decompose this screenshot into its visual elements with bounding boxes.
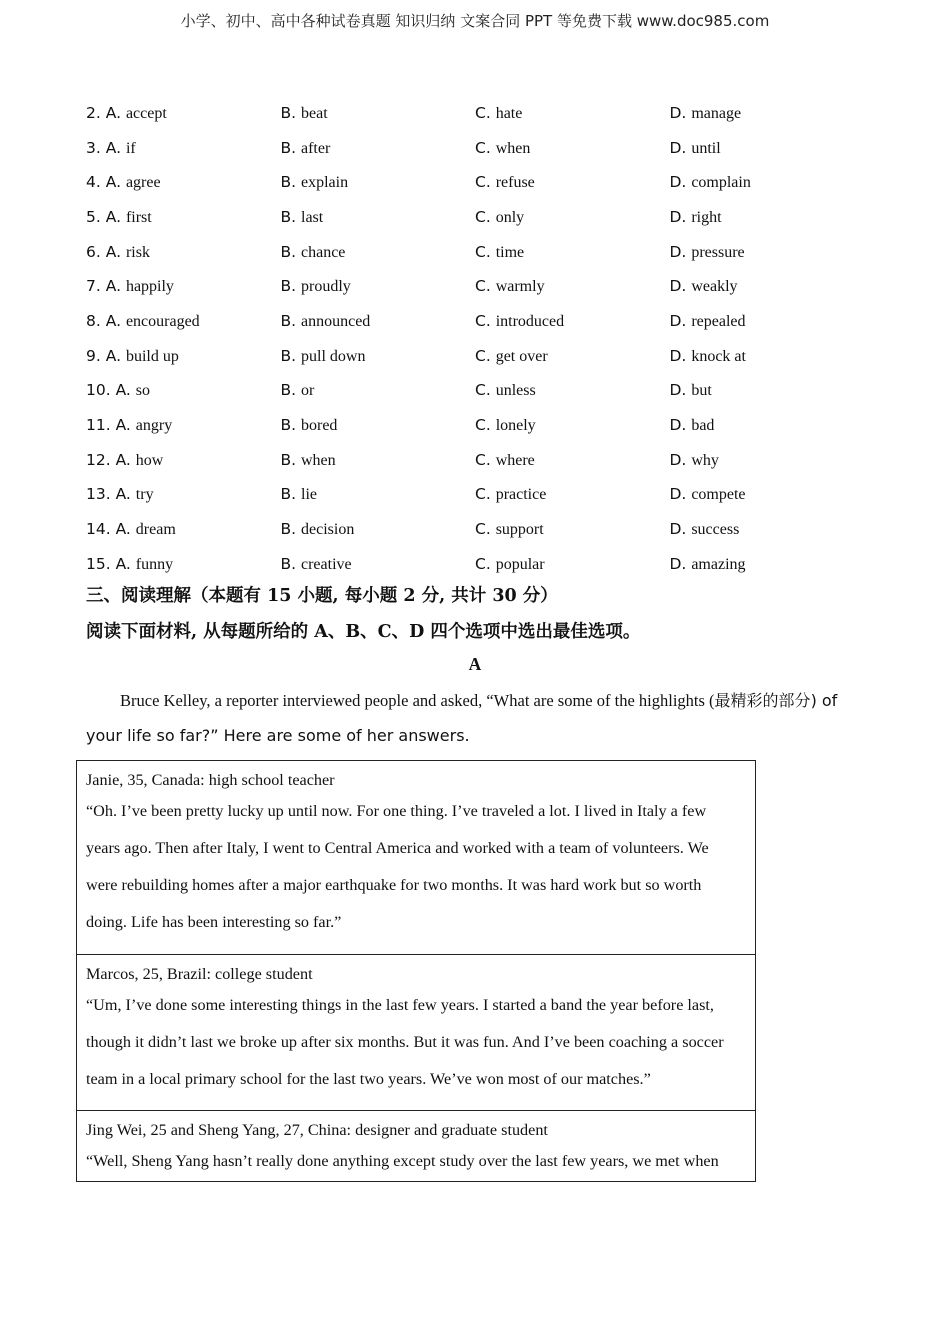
option-choice (670, 312, 865, 331)
choice-letter: A. (105, 173, 121, 192)
choice-text: risk (125, 243, 150, 261)
choice-letter: D. (669, 138, 687, 157)
choice-letter: A. (115, 554, 131, 573)
choice-letter: C. (475, 138, 491, 157)
option-choice (86, 485, 281, 504)
choice-letter: B. (280, 311, 297, 330)
choice-letter: A. (105, 311, 121, 330)
question-number: 14. (86, 520, 111, 539)
choice-letter: D. (669, 173, 687, 192)
choice-text: dream (135, 521, 176, 539)
choice-text: last (301, 208, 324, 226)
option-choice (475, 312, 670, 331)
option-row (86, 235, 866, 270)
intro-text-part-2: ) of (810, 691, 838, 710)
answer-line: “Um, I’ve done some interesting things in the last few years. I started a band the year before last, (86, 996, 714, 1014)
choice-text: chance (301, 243, 346, 261)
option-row (86, 374, 866, 409)
option-choice (86, 139, 281, 158)
question-number: 8. (86, 311, 101, 330)
choice-text: explain (301, 174, 349, 192)
option-choice (475, 208, 670, 227)
question-number: 2. (86, 103, 101, 122)
choice-letter: C. (475, 277, 491, 296)
choice-text: agree (125, 174, 161, 192)
choice-text: practice (495, 486, 547, 504)
option-choice (86, 173, 281, 192)
option-row (86, 200, 866, 235)
choice-text: lie (301, 486, 317, 504)
choice-text: when (301, 451, 336, 469)
choice-text: how (135, 451, 164, 469)
choice-letter: A. (115, 450, 131, 469)
answer-box (77, 761, 755, 955)
question-number: 5. (86, 207, 101, 226)
option-choice (86, 243, 281, 262)
answer-line: were rebuilding homes after a major earthquake for two months. It was hard work but so worth (86, 876, 702, 894)
choice-text: popular (495, 555, 545, 573)
choice-text: complain (691, 174, 751, 192)
option-choice (670, 243, 865, 262)
choice-letter: C. (475, 381, 491, 400)
answer-line: doing. Life has been interesting so far.” (86, 913, 342, 931)
passage-label: A (468, 654, 482, 674)
option-choice (281, 416, 476, 435)
option-choice (281, 139, 476, 158)
option-row (86, 131, 866, 166)
choice-text: or (301, 382, 315, 400)
choice-letter: A. (105, 103, 121, 122)
choice-letter: B. (280, 207, 297, 226)
choice-letter: C. (475, 520, 491, 539)
choice-letter: C. (475, 485, 491, 504)
answer-line: “Oh. I’ve been pretty lucky up until now. For one thing. I’ve traveled a lot. I lived in Italy a few (86, 802, 707, 820)
option-choice (475, 173, 670, 192)
option-choice (281, 347, 476, 366)
choice-text: announced (301, 312, 371, 330)
choice-text: manage (691, 104, 742, 122)
choice-letter: B. (280, 520, 297, 539)
choice-letter: A. (115, 381, 131, 400)
choice-text: proudly (301, 278, 351, 296)
choice-text: first (125, 208, 152, 226)
choice-text: where (495, 451, 535, 469)
choice-text: unless (495, 382, 536, 400)
answer-line: years ago. Then after Italy, I went to Central America and worked with a team of volunteers. We (86, 839, 709, 857)
option-choice (281, 277, 476, 296)
choice-letter: A. (105, 242, 121, 261)
option-choice (670, 451, 865, 470)
choice-letter: A. (105, 346, 121, 365)
choice-text: refuse (495, 174, 535, 192)
choice-text: knock at (691, 347, 746, 365)
choice-letter: C. (475, 242, 491, 261)
choice-letter: D. (669, 311, 687, 330)
choice-text: accept (125, 104, 167, 122)
choice-letter: C. (475, 103, 491, 122)
option-choice (670, 208, 865, 227)
option-choice (475, 139, 670, 158)
option-choice (475, 451, 670, 470)
choice-text: time (495, 243, 525, 261)
answer-line: “Well, Sheng Yang hasn’t really done anything except study over the last few years, we met when (86, 1152, 719, 1170)
option-choice (670, 520, 865, 539)
choice-letter: D. (669, 277, 687, 296)
choice-text: pressure (691, 243, 745, 261)
choice-text: decision (301, 521, 355, 539)
option-row (86, 478, 866, 513)
choice-letter: D. (669, 381, 687, 400)
choice-text: success (691, 521, 740, 539)
section-instruction: 阅读下面材料, 从每题所给的 A、B、C、D 四个选项中选出最佳选项。 (86, 622, 641, 642)
option-choice (670, 347, 865, 366)
choice-letter: A. (115, 416, 131, 435)
choice-text: right (691, 208, 722, 226)
option-row (86, 443, 866, 478)
choice-letter: A. (105, 277, 121, 296)
choice-text: happily (125, 278, 174, 296)
choice-text: until (691, 139, 721, 157)
question-number: 12. (86, 450, 111, 469)
choice-letter: B. (280, 485, 297, 504)
question-number: 9. (86, 346, 101, 365)
section-title: 三、阅读理解（本题有 15 小题, 每小题 2 分, 共计 30 分） (86, 586, 558, 606)
choice-letter: B. (280, 381, 297, 400)
choice-text: hate (495, 104, 523, 122)
option-choice (475, 243, 670, 262)
question-number: 4. (86, 173, 101, 192)
option-choice (281, 520, 476, 539)
question-number: 11. (86, 416, 111, 435)
answer-box (77, 955, 755, 1111)
choice-text: only (495, 208, 525, 226)
choice-text: after (301, 139, 331, 157)
question-number: 10. (86, 381, 111, 400)
option-choice (86, 416, 281, 435)
choice-letter: D. (669, 346, 687, 365)
choice-letter: B. (280, 416, 297, 435)
answer-box (77, 1111, 755, 1182)
answer-speaker: Marcos, 25, Brazil: college student (86, 965, 313, 983)
choice-letter: C. (475, 346, 491, 365)
choice-text: beat (301, 104, 328, 122)
option-row (86, 269, 866, 304)
choice-text: support (495, 521, 544, 539)
choice-text: why (691, 451, 719, 469)
choice-letter: A. (115, 520, 131, 539)
choice-text: so (135, 382, 151, 400)
choice-text: repealed (691, 312, 746, 330)
option-choice (281, 243, 476, 262)
option-row (86, 339, 866, 374)
option-choice (86, 520, 281, 539)
option-row (86, 304, 866, 339)
choice-letter: A. (105, 138, 121, 157)
option-row (86, 512, 866, 547)
option-choice (281, 104, 476, 123)
choice-text: creative (301, 555, 352, 573)
option-row (86, 408, 866, 443)
choice-letter: C. (475, 416, 491, 435)
option-choice (86, 347, 281, 366)
option-choice (475, 277, 670, 296)
option-choice (475, 485, 670, 504)
choice-text: funny (135, 555, 174, 573)
answers-table (76, 760, 756, 1182)
choice-letter: D. (669, 520, 687, 539)
choice-letter: C. (475, 311, 491, 330)
option-row (86, 96, 866, 131)
intro-chinese-gloss: 最精彩的部分 (714, 691, 811, 710)
choice-letter: D. (669, 103, 687, 122)
choice-text: compete (691, 486, 746, 504)
option-choice (475, 381, 670, 400)
choice-letter: D. (669, 485, 687, 504)
answer-speaker: Jing Wei, 25 and Sheng Yang, 27, China: designer and graduate student (86, 1121, 548, 1139)
choice-letter: A. (115, 485, 131, 504)
option-row (86, 547, 866, 582)
question-number: 7. (86, 277, 101, 296)
choice-letter: B. (280, 554, 297, 573)
choice-text: bored (301, 417, 338, 435)
choice-letter: D. (669, 242, 687, 261)
choice-letter: B. (280, 450, 297, 469)
choice-letter: B. (280, 103, 297, 122)
option-choice (670, 416, 865, 435)
question-number: 15. (86, 554, 111, 573)
option-choice (281, 208, 476, 227)
option-choice (670, 485, 865, 504)
option-choice (86, 451, 281, 470)
question-number: 3. (86, 138, 101, 157)
option-row (86, 165, 866, 200)
choice-letter: C. (475, 173, 491, 192)
choice-letter: A. (105, 207, 121, 226)
choice-letter: D. (669, 450, 687, 469)
choice-letter: B. (280, 173, 297, 192)
choice-letter: B. (280, 346, 297, 365)
choice-text: but (691, 382, 712, 400)
choice-text: try (135, 486, 154, 504)
option-choice (670, 277, 865, 296)
option-choice (281, 381, 476, 400)
choice-text: introduced (495, 312, 565, 330)
choice-text: when (495, 139, 531, 157)
choice-letter: C. (475, 554, 491, 573)
answer-speaker: Janie, 35, Canada: high school teacher (86, 771, 335, 789)
option-choice (281, 312, 476, 331)
choice-text: build up (125, 347, 179, 365)
option-choice (86, 555, 281, 574)
option-choice (281, 173, 476, 192)
choice-text: get over (495, 347, 548, 365)
passage-intro-line-1 (120, 688, 837, 711)
choice-letter: B. (280, 277, 297, 296)
choice-text: bad (691, 417, 715, 435)
choice-text: warmly (495, 278, 545, 296)
choice-text: weakly (691, 278, 738, 296)
option-choice (475, 347, 670, 366)
question-number: 13. (86, 485, 111, 504)
option-choice (670, 139, 865, 158)
option-choice (670, 381, 865, 400)
question-number: 6. (86, 242, 101, 261)
choice-text: lonely (495, 417, 536, 435)
option-choice (86, 208, 281, 227)
answer-line: team in a local primary school for the last two years. We’ve won most of our matches.” (86, 1070, 651, 1088)
choice-text: encouraged (125, 312, 200, 330)
choice-text: if (125, 139, 136, 157)
page-header-banner: 小学、初中、高中各种试卷真题 知识归纳 文案合同 PPT 等免费下载 www.doc985.com (180, 12, 770, 30)
option-choice (281, 485, 476, 504)
choice-text: angry (135, 417, 173, 435)
choice-letter: C. (475, 207, 491, 226)
option-choice (670, 104, 865, 123)
option-choice (86, 381, 281, 400)
passage-intro-line-2: your life so far?” Here are some of her answers. (86, 726, 470, 745)
option-choice (475, 520, 670, 539)
choice-letter: D. (669, 207, 687, 226)
choice-letter: C. (475, 450, 491, 469)
cloze-options-list (86, 96, 866, 582)
option-choice (281, 555, 476, 574)
choice-letter: D. (669, 554, 687, 573)
option-choice (670, 173, 865, 192)
choice-letter: D. (669, 416, 687, 435)
option-choice (475, 416, 670, 435)
choice-text: amazing (691, 555, 746, 573)
option-choice (281, 451, 476, 470)
choice-letter: B. (280, 242, 297, 261)
option-choice (86, 312, 281, 331)
answer-line: though it didn’t last we broke up after six months. But it was fun. And I’ve been coaching a soccer (86, 1033, 724, 1051)
option-choice (86, 277, 281, 296)
option-choice (86, 104, 281, 123)
intro-text-part-1: Bruce Kelley, a reporter interviewed people and asked, “What are some of the highlights ( (120, 691, 715, 710)
option-choice (475, 104, 670, 123)
option-choice (670, 555, 865, 574)
choice-letter: B. (280, 138, 297, 157)
option-choice (475, 555, 670, 574)
choice-text: pull down (301, 347, 366, 365)
